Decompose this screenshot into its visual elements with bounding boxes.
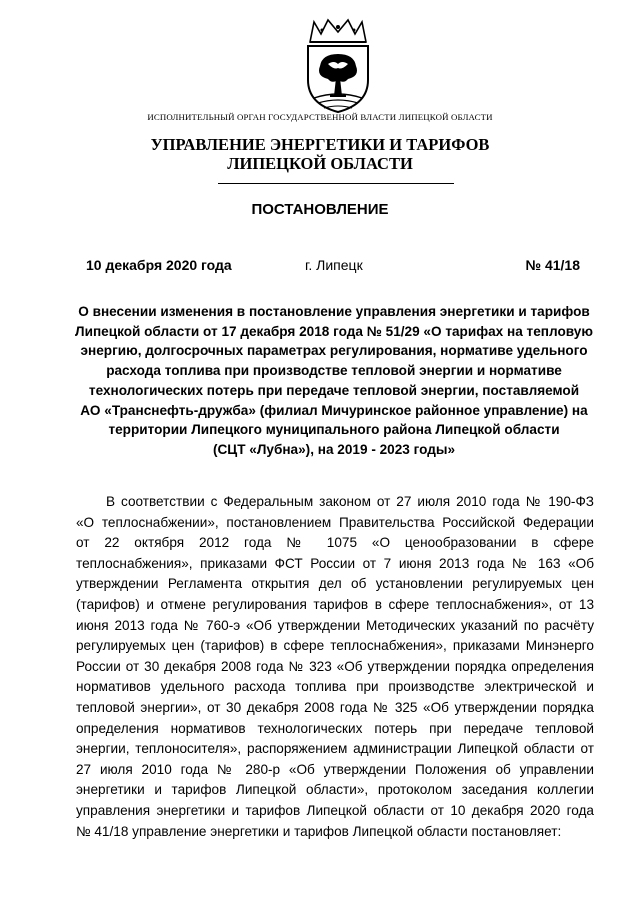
document-number: № 41/18 [525,257,580,273]
body-line: энергии, теплоносителя», распоряжением администрации Липецкой области от [76,741,594,757]
body-line: 27 июля 2010 года № 280-р «Об утверждении Положения об управлении [76,761,594,777]
body-line: июня 2013 года № 760-э «Об утверждении Методических указаний по расчёту [76,617,594,633]
body-line: (тарифов) и отмене регулирования тарифов в сфере теплоснабжения», от 13 [76,596,594,612]
authority-name: ИСПОЛНИТЕЛЬНЫЙ ОРГАН ГОСУДАРСТВЕННОЙ ВЛАСТИ ЛИПЕЦКОЙ ОБЛАСТИ [147,112,493,122]
organization-title-line-2: ЛИПЕЦКОЙ ОБЛАСТИ [227,154,413,173]
subject-line: энергию, долгосрочных параметрах регулирования, нормативе удельного [80,343,588,359]
organization-title [0,135,640,173]
body-line: регулируемых цен (тарифов) в сфере теплоснабжения», приказами Минэнерго [76,638,594,654]
body-line: управления энергетики и тарифов Липецкой области от 10 декабря 2020 года [76,802,594,818]
document-type: ПОСТАНОВЛЕНИЕ [251,201,389,218]
subject-line: (СЦТ «Лубна»), на 2019 - 2023 годы» [212,441,456,457]
subject-line: технологических потерь при передаче тепловой энергии, поставляемой [88,382,580,398]
body-line: № 41/18 управление энергетики и тарифов Липецкой области постановляет: [76,823,562,839]
body-line: теплоснабжения», приказами ФСТ России от 7 июня 2013 года № 163 «Об [76,555,594,571]
organization-title-line-1: УПРАВЛЕНИЕ ЭНЕРГЕТИКИ И ТАРИФОВ [150,135,490,154]
body-line: от 22 октября 2012 года № 1075 «О ценообразовании в сфере [76,535,594,551]
subject-line: О внесении изменения в постановление управления энергетики и тарифов [78,304,590,319]
body-line: определения нормативов технологических потерь при передаче тепловой [76,720,594,736]
subject-line: территории Липецкого муниципального района Липецкой области [108,422,560,438]
document-date: 10 декабря 2020 года [86,257,232,273]
document-body [76,492,594,842]
body-line: энергетики и тарифов Липецкой области», протоколом заседания коллегии [76,782,594,798]
subject-line: АО «Транснефть-дружба» (филиал Мичуринское районное управление) на [80,402,588,418]
body-line: утверждении Регламента открытия дел об установлении регулируемых цен [76,576,594,592]
coat-of-arms-icon [300,18,376,116]
document-subject [74,302,594,460]
body-line: «О теплоснабжении», постановлением Правительства Российской Федерации [76,514,594,530]
header-divider [218,183,454,184]
subject-line: расхода топлива при производстве тепловой энергии и нормативе [106,363,562,379]
body-line: В соответствии с Федеральным законом от 27 июля 2010 года № 190-ФЗ [106,494,594,509]
body-line: России от 30 декабря 2008 года № 323 «Об утверждении порядка определения [76,658,594,674]
document-meta-row [86,257,580,277]
body-line: нормативов удельного расхода топлива при производстве электрической и [76,679,594,695]
document-city: г. Липецк [305,257,363,273]
body-line: тепловой энергии», от 30 декабря 2008 года № 325 «Об утверждении порядка [76,699,594,715]
subject-line: Липецкой области от 17 декабря 2018 года № 51/29 «О тарифах на тепловую [75,323,593,339]
